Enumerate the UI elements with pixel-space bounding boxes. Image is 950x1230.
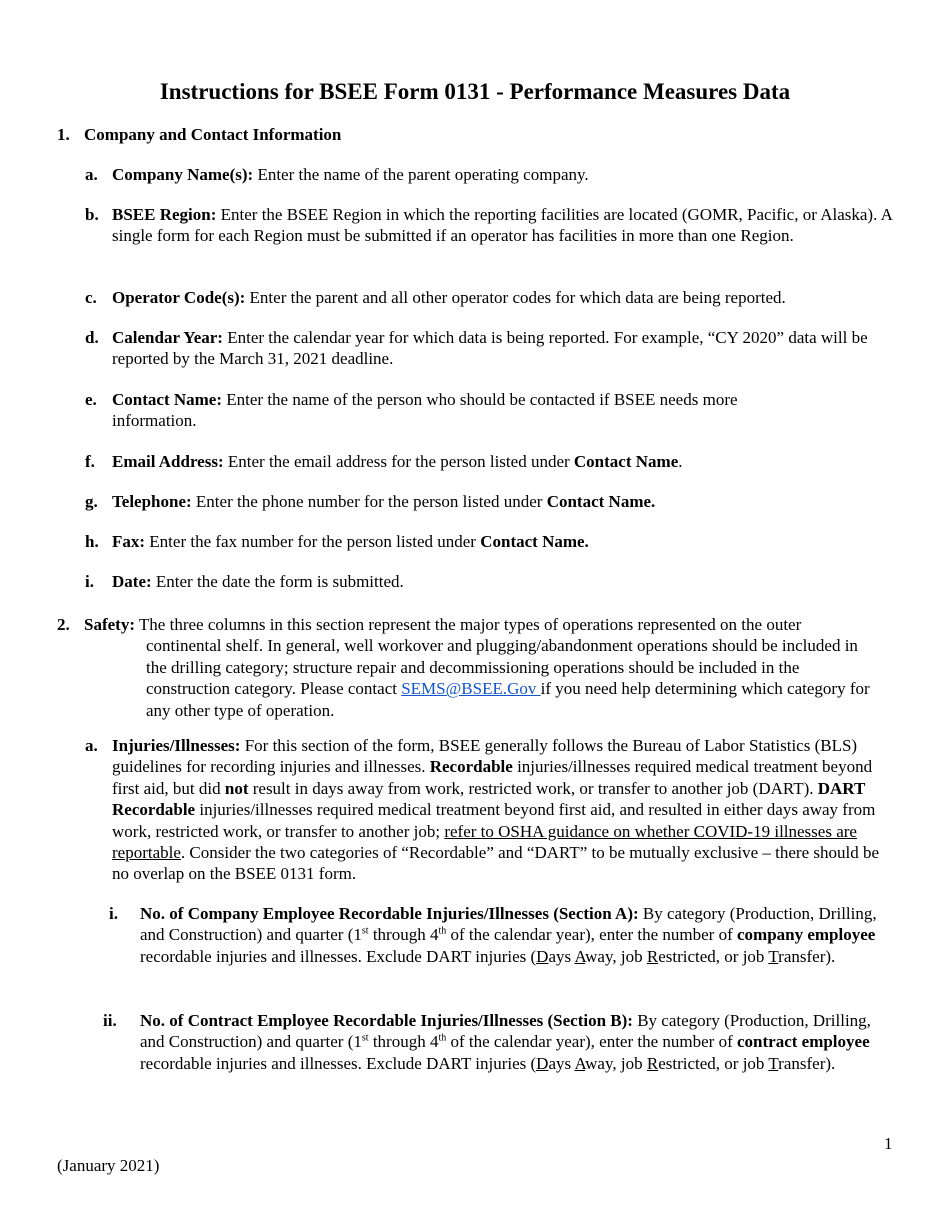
sems-email-link[interactable]: SEMS@BSEE.Gov: [401, 679, 541, 699]
list-item: c. Operator Code(s): Enter the parent and all other operator codes for which data are being reported.: [85, 288, 786, 307]
section-2: 2. Safety: The three columns in this section represent the major types of operations represented on the outer continental shelf. In general, well workover and plugging/abandonment operations should be included in the drilling category; structure repair and decommissioning operations should be included in the construction category. Please contact SEMS@BSEE.Gov if you need help determining which category for any other type of operation.: [57, 615, 870, 720]
list-item: h. Fax: Enter the fax number for the person listed under Contact Name.: [85, 532, 589, 551]
section-number: 1.: [57, 125, 70, 144]
page-number: 1: [884, 1134, 893, 1153]
list-item: a. Company Name(s): Enter the name of the parent operating company.: [85, 165, 589, 184]
page-title: Instructions for BSEE Form 0131 - Performance Measures Data: [159, 79, 791, 104]
list-item: b. BSEE Region: Enter the BSEE Region in which the reporting facilities are located (GOMR, Pacific, or Alaska). A single form for each Region must be submitted if an operator has facilities in more than one Region.: [85, 205, 892, 246]
section-number: 2.: [57, 615, 70, 634]
list-item: i. Date: Enter the date the form is submitted.: [85, 572, 404, 591]
sub-list-item: i. No. of Company Employee Recordable Injuries/Illnesses (Section A): By category (Production, Drilling, and Construction) and quarter (1st through 4th of the calendar year), enter the number of company employee recordable injuries and illnesses. Exclude DART injuries (Days Away, job Restricted, or job Transfer).: [109, 904, 877, 966]
section-1-heading: [57, 124, 897, 145]
footer-date: (January 2021): [57, 1156, 160, 1175]
section-title: Company and Contact Information: [84, 125, 342, 144]
osha-guidance-reference: refer to OSHA guidance on whether COVID-19 illnesses are reportable: [112, 821, 857, 863]
list-item: e. Contact Name: Enter the name of the person who should be contacted if BSEE needs more information.: [85, 390, 738, 431]
list-item: f. Email Address: Enter the email address for the person listed under Contact Name.: [85, 452, 683, 471]
list-item: g. Telephone: Enter the phone number for the person listed under Contact Name.: [85, 492, 656, 511]
list-item: a. Injuries/Illnesses: For this section of the form, BSEE generally follows the Bureau of Labor Statistics (BLS) guidelines for recording injuries and illnesses. Recordable injuries/illnesses required medical treatment beyond first aid, but did not result in days away from work, restricted work, or transfer to another job (DART). DART Recordable injuries/illnesses required medical treatment beyond first aid, and resulted in either days away from work, restricted work, or transfer to another job; refer to OSHA guidance on whether COVID-19 illnesses are reportable. Consider the two categories of “Recordable” and “DART” to be mutually exclusive – there should be no overlap on the BSEE 0131 form.: [85, 736, 880, 884]
list-item: d. Calendar Year: Enter the calendar year for which data is being reported. For example, “CY 2020” data will be reported by the March 31, 2021 deadline.: [85, 328, 868, 369]
sub-list-item: ii. No. of Contract Employee Recordable Injuries/Illnesses (Section B): By category (Production, Drilling, and Construction) and quarter (1st through 4th of the calendar year), enter the number of contract employee recordable injuries and illnesses. Exclude DART injuries (Days Away, job Restricted, or job Transfer).: [103, 1011, 871, 1073]
